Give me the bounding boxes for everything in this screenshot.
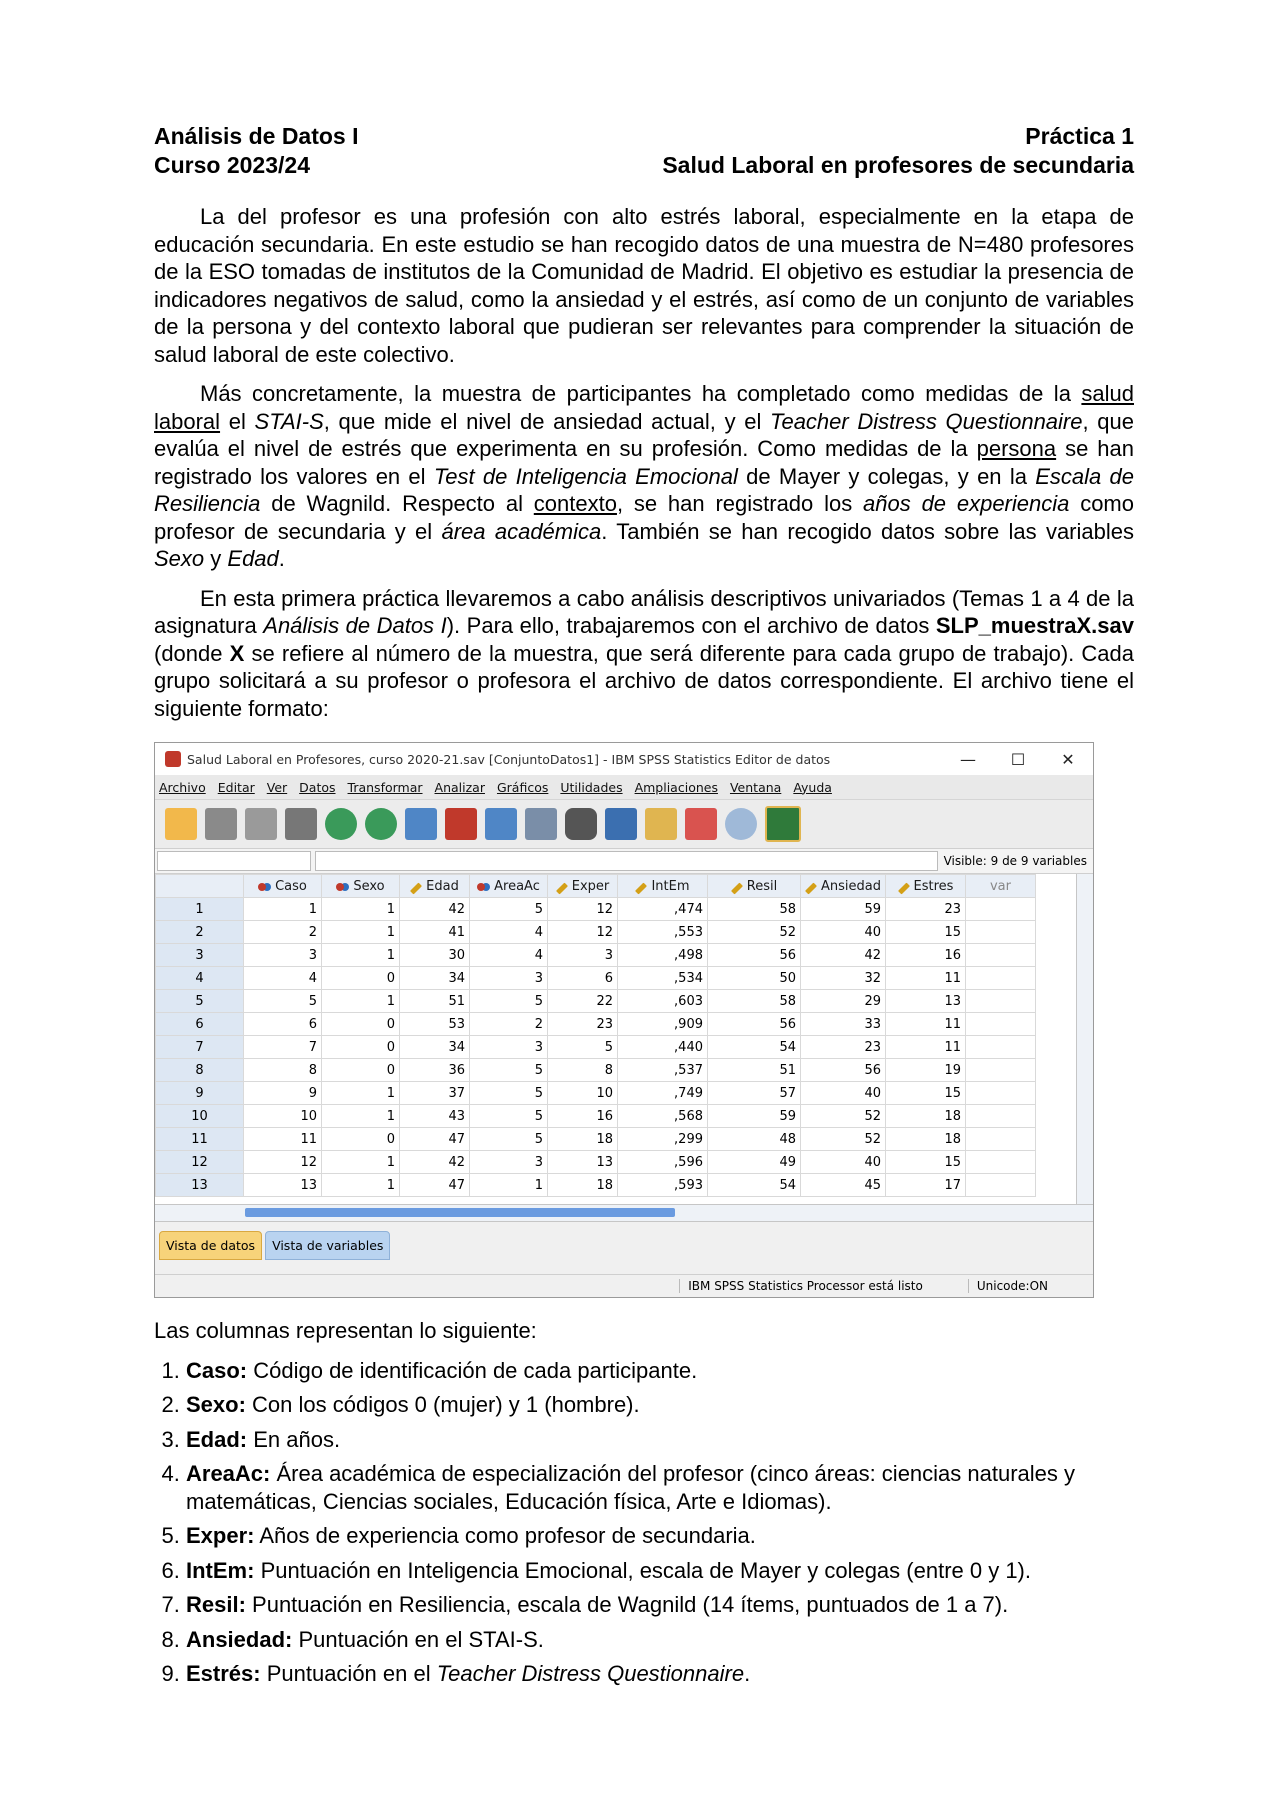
scale-variable-icon [898, 882, 910, 894]
table-cell[interactable]: 12 [244, 1151, 322, 1174]
scroll-thumb[interactable] [245, 1208, 675, 1217]
spss-toolbar [155, 800, 1093, 849]
open-folder-icon[interactable] [165, 808, 197, 840]
table-cell[interactable]: 5 [470, 898, 548, 921]
print-icon[interactable] [245, 808, 277, 840]
empty-cell[interactable] [966, 1174, 1036, 1197]
empty-cell[interactable] [966, 1128, 1036, 1151]
table-cell[interactable]: 45 [801, 1174, 886, 1197]
table-cell[interactable]: 58 [708, 898, 801, 921]
scale-variable-icon [410, 882, 422, 894]
paragraph-1: La del profesor es una profesión con alto estrés laboral, especialmente en la etapa de educación secundaria. En este estudio se han recogido datos de una muestra de N=480 profesores de la ESO tomadas de institutos de la Comunidad de Madrid. El objetivo es estudiar la presencia de indicadores negativos de salud, como la ansiedad y el estrés, así como de un conjunto de variables de la persona y del contexto laboral que pudieran ser relevantes para comprender la situación de salud laboral de este colectivo. [154, 204, 1134, 367]
table-cell[interactable]: 5 [470, 1059, 548, 1082]
table-cell[interactable]: 5 [470, 1082, 548, 1105]
table-cell[interactable]: 57 [708, 1082, 801, 1105]
tab-data-view[interactable]: Vista de datos [159, 1231, 262, 1260]
empty-cell[interactable] [966, 1082, 1036, 1105]
cell-editor-bar [155, 849, 1093, 874]
table-cell[interactable]: 1 [322, 1105, 400, 1128]
table-cell[interactable]: 1 [322, 990, 400, 1013]
table-cell[interactable]: ,534 [618, 967, 708, 990]
practice-number: Práctica 1 [1025, 123, 1134, 149]
table-cell[interactable]: 11 [886, 1013, 966, 1036]
cell-value-field[interactable] [315, 851, 938, 871]
table-cell[interactable]: 3 [470, 1036, 548, 1059]
unicode-status: Unicode:ON [968, 1279, 1056, 1293]
paragraph-2: Más concretamente, la muestra de participantes ha completado como medidas de la salud laboral el STAI-S, que mide el nivel de ansiedad actual, y el Teacher Distress Questionnaire, que evalúa el nivel de estrés que experimenta en su profesión. Como medidas de la persona se han registrado los valores en el Test de Inteligencia Emocional de Mayer y colegas, y en la Escala de Resiliencia de Wagnild. Respecto al contexto, se han registrado los años de experiencia como profesor de secundaria y el área académica. También se han recogido datos sobre las variables Sexo y Edad. [154, 381, 1134, 571]
table-cell[interactable]: 0 [322, 1036, 400, 1059]
insert-cases-icon[interactable] [605, 808, 637, 840]
table-cell[interactable]: 12 [548, 921, 618, 944]
column-header-ansiedad[interactable]: Ansiedad [801, 875, 886, 898]
table-cell[interactable]: 17 [886, 1174, 966, 1197]
list-item: 3. Edad: En años. [186, 1426, 1134, 1454]
table-cell[interactable]: 53 [400, 1013, 470, 1036]
table-cell[interactable]: 5 [470, 990, 548, 1013]
list-item: 1. Caso: Código de identificación de cada participante. [186, 1357, 1134, 1385]
insert-variable-icon[interactable] [645, 808, 677, 840]
scale-variable-icon [805, 882, 817, 894]
column-header-areaac[interactable]: AreaAc [470, 875, 548, 898]
table-row [156, 1059, 1036, 1082]
row-number[interactable]: 5 [156, 990, 244, 1013]
dialog-recall-icon[interactable] [285, 808, 317, 840]
empty-cell[interactable] [966, 921, 1036, 944]
table-cell[interactable]: 1 [322, 1151, 400, 1174]
row-number[interactable]: 9 [156, 1082, 244, 1105]
table-row [156, 967, 1036, 990]
menu-editar[interactable]: Editar [217, 779, 255, 795]
scale-variable-icon [635, 882, 647, 894]
table-cell[interactable]: 3 [470, 1151, 548, 1174]
table-cell[interactable]: 10 [244, 1105, 322, 1128]
table-cell[interactable]: 54 [708, 1036, 801, 1059]
table-row [156, 898, 1036, 921]
table-cell[interactable]: 51 [400, 990, 470, 1013]
table-cell[interactable]: 13 [548, 1151, 618, 1174]
spss-menubar [155, 775, 1093, 800]
table-cell[interactable]: 0 [322, 1013, 400, 1036]
table-cell[interactable]: 37 [400, 1082, 470, 1105]
table-cell[interactable]: 15 [886, 1151, 966, 1174]
table-cell[interactable]: 48 [708, 1128, 801, 1151]
list-intro: Las columnas representan lo siguiente: [154, 1318, 537, 1343]
use-sets-icon[interactable] [725, 808, 757, 840]
column-descriptions [154, 1317, 1134, 1695]
row-number[interactable]: 13 [156, 1174, 244, 1197]
row-number[interactable]: 3 [156, 944, 244, 967]
table-cell[interactable]: 41 [400, 921, 470, 944]
find-icon[interactable] [565, 808, 597, 840]
table-cell[interactable]: 52 [801, 1105, 886, 1128]
table-cell[interactable]: ,568 [618, 1105, 708, 1128]
table-cell[interactable]: 36 [400, 1059, 470, 1082]
empty-cell[interactable] [966, 1036, 1036, 1059]
maximize-icon[interactable]: ☐ [1010, 749, 1026, 769]
table-cell[interactable]: 2 [470, 1013, 548, 1036]
table-cell[interactable]: 3 [548, 944, 618, 967]
table-cell[interactable]: 47 [400, 1174, 470, 1197]
column-header-exper[interactable]: Exper [548, 875, 618, 898]
table-cell[interactable]: 3 [470, 967, 548, 990]
table-cell[interactable]: 1 [322, 944, 400, 967]
spss-window-screenshot [154, 742, 1094, 1298]
table-cell[interactable]: 12 [548, 898, 618, 921]
table-cell[interactable]: 7 [244, 1036, 322, 1059]
table-cell[interactable]: 56 [801, 1059, 886, 1082]
column-header-var[interactable]: var [966, 875, 1036, 898]
list-item: 2. Sexo: Con los códigos 0 (mujer) y 1 (hombre). [186, 1391, 1134, 1419]
menu-gráficos[interactable]: Gráficos [496, 779, 549, 795]
table-cell[interactable]: 5 [470, 1128, 548, 1151]
table-row [156, 1105, 1036, 1128]
table-cell[interactable]: 32 [801, 967, 886, 990]
table-cell[interactable]: 11 [244, 1128, 322, 1151]
table-cell[interactable]: ,593 [618, 1174, 708, 1197]
table-cell[interactable]: 18 [548, 1128, 618, 1151]
table-cell[interactable]: 40 [801, 921, 886, 944]
table-cell[interactable]: 23 [548, 1013, 618, 1036]
table-cell[interactable]: 15 [886, 921, 966, 944]
row-number[interactable]: 4 [156, 967, 244, 990]
scale-variable-icon [556, 882, 568, 894]
list-item: 7. Resil: Puntuación en Resiliencia, escala de Wagnild (14 ítems, puntuados de 1 a 7). [186, 1591, 1134, 1619]
nominal-variable-icon [336, 883, 344, 891]
view-tabs [155, 1222, 1093, 1260]
table-cell[interactable]: 5 [470, 1105, 548, 1128]
row-number[interactable]: 2 [156, 921, 244, 944]
table-cell[interactable]: 43 [400, 1105, 470, 1128]
cell-reference-field[interactable] [157, 851, 311, 871]
table-cell[interactable]: 56 [708, 1013, 801, 1036]
header-row-1 [154, 122, 1134, 151]
table-cell[interactable]: 16 [886, 944, 966, 967]
table-row [156, 1013, 1036, 1036]
spelling-icon[interactable] [765, 806, 801, 842]
close-icon[interactable]: ✕ [1061, 749, 1075, 769]
spss-titlebar [155, 743, 1093, 775]
redo-icon[interactable] [365, 808, 397, 840]
paragraph-3: En esta primera práctica llevaremos a cabo análisis descriptivos univariados (Temas 1 a 4 de la asignatura Análisis de Datos I). Para ello, trabajaremos con el archivo de datos SLP_muestraX.sav (donde X se refiere al número de la muestra, que será diferente para cada grupo de trabajo). Cada grupo solicitará a su profesor o profesora el archivo de datos correspondiente. El archivo tiene el siguiente formato: [154, 585, 1134, 721]
value-labels-icon[interactable] [685, 808, 717, 840]
table-cell[interactable]: 59 [708, 1105, 801, 1128]
table-cell[interactable]: 52 [708, 921, 801, 944]
column-header-caso[interactable]: Caso [244, 875, 322, 898]
table-cell[interactable]: 8 [548, 1059, 618, 1082]
table-cell[interactable]: 59 [801, 898, 886, 921]
nominal-variable-icon [477, 883, 485, 891]
table-cell[interactable]: ,596 [618, 1151, 708, 1174]
table-cell[interactable]: 1 [244, 898, 322, 921]
empty-cell[interactable] [966, 1105, 1036, 1128]
table-cell[interactable]: 50 [708, 967, 801, 990]
column-header-resil[interactable]: Resil [708, 875, 801, 898]
table-cell[interactable]: 34 [400, 967, 470, 990]
table-cell[interactable]: 40 [801, 1082, 886, 1105]
menu-ampliaciones[interactable]: Ampliaciones [634, 779, 718, 795]
nominal-variable-icon [258, 883, 266, 891]
table-cell[interactable]: ,537 [618, 1059, 708, 1082]
table-cell[interactable]: 54 [708, 1174, 801, 1197]
processor-status: IBM SPSS Statistics Processor está listo [679, 1279, 931, 1293]
row-number[interactable]: 7 [156, 1036, 244, 1059]
table-cell[interactable]: 8 [244, 1059, 322, 1082]
table-cell[interactable]: ,553 [618, 921, 708, 944]
tab-variable-view[interactable]: Vista de variables [265, 1231, 390, 1260]
body-text [154, 203, 1134, 722]
table-cell[interactable]: 23 [801, 1036, 886, 1059]
table-cell[interactable]: 47 [400, 1128, 470, 1151]
course-year: Curso 2023/24 [154, 152, 310, 178]
table-cell[interactable]: 18 [548, 1174, 618, 1197]
table-cell[interactable]: 49 [708, 1151, 801, 1174]
practice-title: Salud Laboral en profesores de secundaria [662, 152, 1134, 178]
row-number[interactable]: 10 [156, 1105, 244, 1128]
table-cell[interactable]: 9 [244, 1082, 322, 1105]
table-row [156, 990, 1036, 1013]
table-cell[interactable]: 34 [400, 1036, 470, 1059]
corner-cell[interactable] [156, 875, 244, 898]
column-header-sexo[interactable]: Sexo [322, 875, 400, 898]
document-page [154, 122, 1134, 1686]
table-row [156, 1174, 1036, 1197]
empty-cell[interactable] [966, 944, 1036, 967]
table-cell[interactable]: 42 [801, 944, 886, 967]
table-row [156, 1151, 1036, 1174]
table-cell[interactable]: 5 [548, 1036, 618, 1059]
table-row [156, 944, 1036, 967]
data-table [155, 874, 1036, 1197]
list-item: 5. Exper: Años de experiencia como profesor de secundaria. [186, 1522, 1134, 1550]
table-row [156, 921, 1036, 944]
table-cell[interactable]: ,749 [618, 1082, 708, 1105]
goto-case-icon[interactable] [405, 808, 437, 840]
table-cell[interactable]: 42 [400, 1151, 470, 1174]
row-number[interactable]: 6 [156, 1013, 244, 1036]
column-header-edad[interactable]: Edad [400, 875, 470, 898]
table-cell[interactable]: 0 [322, 1128, 400, 1151]
table-cell[interactable]: 58 [708, 990, 801, 1013]
table-cell[interactable]: ,299 [618, 1128, 708, 1151]
horizontal-scrollbar[interactable] [155, 1204, 1093, 1222]
variables-icon[interactable] [485, 808, 517, 840]
menu-datos[interactable]: Datos [299, 779, 336, 795]
table-cell[interactable]: 0 [322, 967, 400, 990]
row-number[interactable]: 8 [156, 1059, 244, 1082]
data-grid [155, 874, 1093, 1204]
table-cell[interactable]: 1 [322, 1082, 400, 1105]
table-cell[interactable]: 11 [886, 967, 966, 990]
column-list [154, 1357, 1134, 1688]
spss-app-icon [165, 751, 181, 767]
table-cell[interactable]: 42 [400, 898, 470, 921]
table-cell[interactable]: 15 [886, 1082, 966, 1105]
menu-archivo[interactable]: Archivo [159, 779, 206, 795]
table-cell[interactable]: 29 [801, 990, 886, 1013]
table-cell[interactable]: 4 [470, 944, 548, 967]
table-cell[interactable]: 3 [244, 944, 322, 967]
empty-cell[interactable] [966, 898, 1036, 921]
menu-transformar[interactable]: Transformar [347, 779, 423, 795]
row-number[interactable]: 12 [156, 1151, 244, 1174]
minimize-icon[interactable]: — [960, 749, 976, 769]
table-cell[interactable]: ,498 [618, 944, 708, 967]
menu-ayuda[interactable]: Ayuda [793, 779, 832, 795]
header-row-2 [154, 151, 1134, 180]
empty-cell[interactable] [966, 967, 1036, 990]
table-cell[interactable]: 1 [322, 898, 400, 921]
column-header-intem[interactable]: IntEm [618, 875, 708, 898]
scale-variable-icon [731, 882, 743, 894]
table-cell[interactable]: 19 [886, 1059, 966, 1082]
table-row [156, 1128, 1036, 1151]
table-cell[interactable]: 4 [244, 967, 322, 990]
empty-cell[interactable] [966, 1013, 1036, 1036]
table-cell[interactable]: 51 [708, 1059, 801, 1082]
table-cell[interactable]: 2 [244, 921, 322, 944]
table-cell[interactable]: 1 [322, 921, 400, 944]
menu-ventana[interactable]: Ventana [729, 779, 782, 795]
table-cell[interactable]: 5 [244, 990, 322, 1013]
table-cell[interactable]: 22 [548, 990, 618, 1013]
table-cell[interactable]: 10 [548, 1082, 618, 1105]
table-cell[interactable]: 1 [470, 1174, 548, 1197]
run-descriptives-icon[interactable] [525, 808, 557, 840]
spss-statusbar [155, 1274, 1093, 1297]
list-item: 9. Estrés: Puntuación en el Teacher Distress Questionnaire. [186, 1660, 1134, 1688]
table-cell[interactable]: 4 [470, 921, 548, 944]
table-cell[interactable]: 11 [886, 1036, 966, 1059]
table-cell[interactable]: ,474 [618, 898, 708, 921]
list-item: 8. Ansiedad: Puntuación en el STAI-S. [186, 1626, 1134, 1654]
vertical-scrollbar[interactable] [1076, 874, 1093, 1204]
table-cell[interactable]: 18 [886, 1128, 966, 1151]
undo-icon[interactable] [325, 808, 357, 840]
table-cell[interactable]: ,440 [618, 1036, 708, 1059]
spss-window-title: Salud Laboral en Profesores, curso 2020-21.sav [ConjuntoDatos1] - IBM SPSS Statistics Editor de datos [187, 751, 831, 767]
list-item: 4. AreaAc: Área académica de especialización del profesor (cinco áreas: ciencias naturales y matemáticas, Ciencias sociales, Educación física, Arte e Idiomas). [186, 1460, 1134, 1515]
table-cell[interactable]: 30 [400, 944, 470, 967]
table-cell[interactable]: 6 [548, 967, 618, 990]
empty-cell[interactable] [966, 990, 1036, 1013]
table-cell[interactable]: 16 [548, 1105, 618, 1128]
menu-ver[interactable]: Ver [266, 779, 288, 795]
table-cell[interactable]: 40 [801, 1151, 886, 1174]
menu-utilidades[interactable]: Utilidades [560, 779, 623, 795]
list-item: 6. IntEm: Puntuación en Inteligencia Emocional, escala de Mayer y colegas (entre 0 y 1). [186, 1557, 1134, 1585]
table-cell[interactable]: 1 [322, 1174, 400, 1197]
table-cell[interactable]: 0 [322, 1059, 400, 1082]
table-row [156, 1082, 1036, 1105]
table-cell[interactable]: 6 [244, 1013, 322, 1036]
row-number[interactable]: 11 [156, 1128, 244, 1151]
table-cell[interactable]: ,603 [618, 990, 708, 1013]
empty-cell[interactable] [966, 1059, 1036, 1082]
table-cell[interactable]: 56 [708, 944, 801, 967]
table-cell[interactable]: 23 [886, 898, 966, 921]
table-cell[interactable]: 52 [801, 1128, 886, 1151]
table-row [156, 1036, 1036, 1059]
save-icon[interactable] [205, 808, 237, 840]
table-cell[interactable]: 13 [886, 990, 966, 1013]
table-cell[interactable]: 33 [801, 1013, 886, 1036]
visible-variables-count: Visible: 9 de 9 variables [943, 854, 1087, 868]
goto-variable-icon[interactable] [445, 808, 477, 840]
column-header-estres[interactable]: Estres [886, 875, 966, 898]
table-cell[interactable]: 18 [886, 1105, 966, 1128]
menu-analizar[interactable]: Analizar [434, 779, 485, 795]
course-title: Análisis de Datos I [154, 123, 359, 149]
table-cell[interactable]: ,909 [618, 1013, 708, 1036]
empty-cell[interactable] [966, 1151, 1036, 1174]
row-number[interactable]: 1 [156, 898, 244, 921]
table-cell[interactable]: 13 [244, 1174, 322, 1197]
